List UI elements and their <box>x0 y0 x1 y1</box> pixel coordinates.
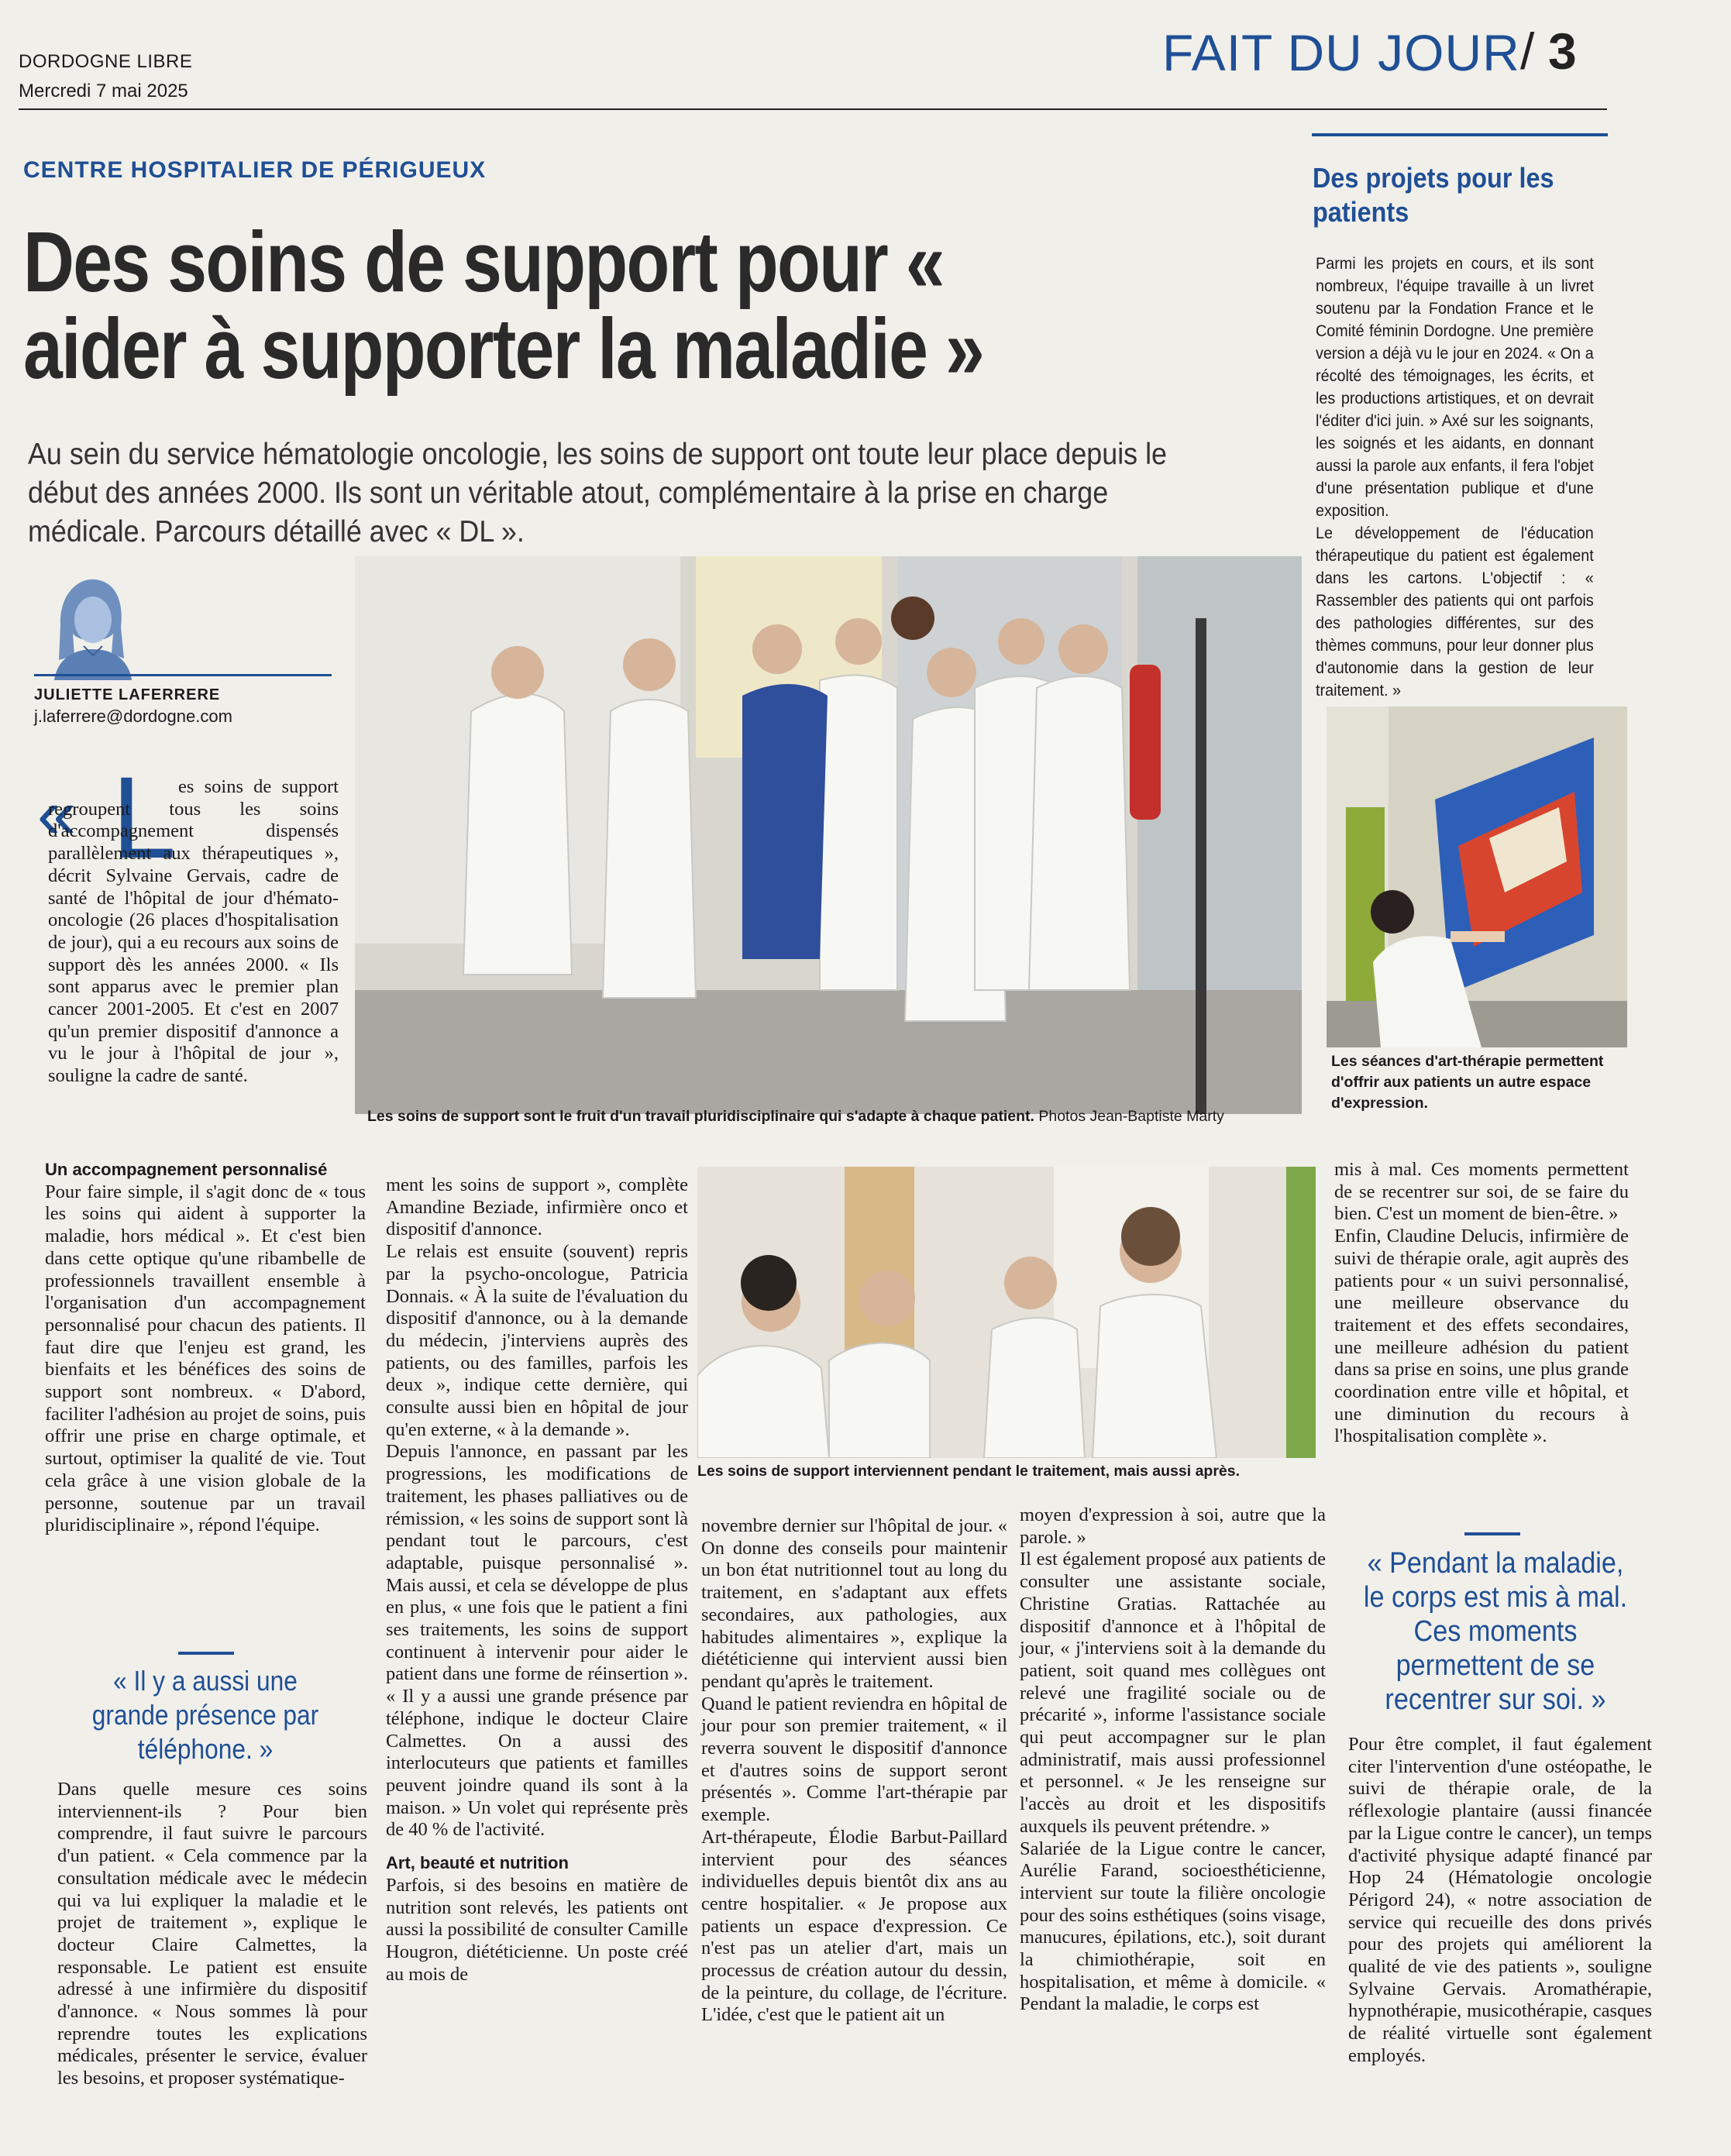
paragraph: Art-thérapeute, Élodie Barbut-Paillard intervient pour des séances individuelles depuis bientôt dix ans au centre hospitalier. « Je propose aux patients un espace d'expression. Ce n'est pas un atelier d'art, mais un processus de création autour du dessin, de la peinture, du collage, de l'écriture. L'idée, c'est que le patient ait un <box>701 1826 1007 2026</box>
author-email: j.laferrere@dordogne.com <box>34 707 232 726</box>
subhead-art-beaute: Art, beauté et nutrition <box>386 1853 569 1873</box>
pullquote-divider <box>1464 1532 1520 1535</box>
paragraph: Parfois, si des besoins en matière de nutrition sont relevés, les patients ont aussi la possibilité de consulter Camille Hougron, diététicienne. Un poste créé au mois de <box>386 1874 688 1985</box>
team-photo-secondary <box>697 1167 1316 1458</box>
column-3 <box>701 1515 1007 2027</box>
pullquote-telephone: « Il y a aussi une grande présence par téléphone. » <box>91 1665 319 1765</box>
paragraph: mis à mal. Ces moments permettent de se recentrer sur soi, de se faire du bien. C'est un moment de bien-être. » <box>1334 1159 1629 1225</box>
column-4 <box>1020 1504 1326 2016</box>
dropcap-letter: L <box>112 752 177 882</box>
column-1-body <box>45 1159 366 1537</box>
author-name: JULIETTE LAFERRERE <box>34 686 221 703</box>
author-portrait <box>46 572 138 680</box>
paragraph: Quand le patient reviendra en hôpital de jour pour son premier traitement, « il reverra souvent le dispositif d'annonce et d'autres soins de support seront présentés ». Comme l'art-thérapie par exemple. <box>701 1693 1007 1826</box>
paragraph: novembre dernier sur l'hôpital de jour. « On donne des conseils pour maintenir un bon état nutritionnel tout au long du traitement, en s'adaptant aux effets secondaires, aux pathologies, aux habitudes alimentaires », explique la diététicienne qui intervient aussi bien pendant qu'après le traitement. <box>701 1515 1007 1692</box>
paragraph: Pour faire simple, il s'agit donc de « tous les soins qui aident à supporter la maladie, hors médical ». Et c'est bien dans cette optique qu'une ribambelle de professionnels travaillent ensemble à l'organisation d'un accompagnement personnalisé pour chacun des patients. Il faut dire que l'enjeu est grand, les bienfaits et les bénéfices des soins de support sont nombreux. « D'abord, faciliter l'adhésion au projet de soins, puis offrir une prise en charge optimale, et surtout, optimiser la qualité de vie. Tout cela grâce à une vision globale de la personne, soutenue par un travail pluridisciplinaire », répond l'équipe. <box>45 1181 366 1536</box>
paragraph: Dans quelle mesure ces soins interviennent-ils ? Pour bien comprendre, il faut suivre le parcours d'un patient. « Cela commence par la consultation médicale avec le médecin qui va lui expliquer la maladie et le projet de traitement », explique le docteur Claire Calmettes, la responsable. Le patient est ensuite adressé à une infirmière du dispositif d'annonce. « Nous sommes là pour reprendre toutes les explications médicales, présenter le service, évaluer les besoins, et proposer systématique- <box>57 1779 367 2089</box>
caption-main-photo <box>367 1106 1313 1127</box>
intro-paragraph: es soins de support regroupent tous les soins d'accompagnement dispensés parallèlement aux thérapeutiques », décrit Sylvaine Gervais, cadre de santé de l'hôpital de jour d'hémato-oncologie (26 places d'hospitalisation de jour), qui a eu recours aux soins de support dès les années 2000. « Ils sont apparus avec le premier plan cancer 2001-2005. Et c'est en 2007 qu'un premier dispositif d'annonce a vu le jour à l'hôpital de jour », souligne la cadre de santé. <box>48 776 339 1087</box>
column-1-continued <box>57 1779 367 2090</box>
paragraph: moyen d'expression à soi, autre que la parole. » <box>1020 1504 1326 1548</box>
section-title: FAIT DU JOUR <box>1162 24 1520 81</box>
paragraph: ment les soins de support », complète Amandine Beziade, infirmière onco et dispositif d'annonce. <box>386 1174 688 1240</box>
caption-text: Les soins de support sont le fruit d'un travail pluridisciplinaire qui s'adapte à chaque patient. <box>367 1108 1034 1125</box>
column-2 <box>386 1174 688 1986</box>
paragraph: Il est également proposé aux patients de consulter une assistante sociale, Christine Gratias. Rattachée au dispositif d'annonce et à l'hôpital de jour, « j'interviens soit à la demande du patient, soit quand mes collègues ont relevé une fragilité sociale ou de précarité », informe l'assistance sociale qui peut accompagner sur le plan administratif, mais aussi professionnel et personnel. « Je les renseigne sur l'accès au droit et les dispositifs auxquels ils peuvent prétendre. » <box>1020 1549 1326 1837</box>
paragraph: Salariée de la Ligue contre le cancer, Aurélie Farand, socioesthéticienne, intervient sur toute la filière oncologie pour des soins esthétiques (soins visage, manucures, épilations, etc.), soit durant la chimiothérapie, soit en hospitalisation, et même à domicile. « Pendant la maladie, le corps est <box>1020 1838 1326 2015</box>
pullquote-divider <box>178 1652 234 1655</box>
paragraph: Enfin, Claudine Delucis, infirmière de suivi de thérapie orale, agit auprès des patients pour « un suivi personnalisé, une meilleure observance du traitement et des effets secondaires, une meilleure adhésion du patient dans sa prise en soins, une plus grande coordination entre ville et hôpital, et une diminution du recours à l'hospitalisation complète ». <box>1334 1226 1629 1447</box>
author-divider <box>34 674 332 676</box>
sidebar-paragraph: Parmi les projets en cours, et ils sont nombreux, l'équipe travaille à un livret soutenu par la Fondation France et le Comité féminin Dordogne. Une première version a déjà vu le jour en 2024. « On a récolté des témoignages, les écrits, et les productions artistiques, et on devrait l'éditer d'ici juin. » Axé sur les soignants, les soignés et les aidants, en donnant aussi la parole aux enfants, il fera l'objet d'une présentation publique et d'une exposition. <box>1316 254 1594 520</box>
sidebar-title: Des projets pour les patients <box>1313 162 1554 228</box>
sidebar-divider <box>1312 133 1608 136</box>
header-divider <box>19 108 1607 110</box>
caption-secondary-photo: Les soins de support interviennent pendant le traitement, mais aussi après. <box>697 1463 1241 1480</box>
caption-art-therapy: Les séances d'art-thérapie permettent d'offrir aux patients un autre espace d'expression. <box>1331 1053 1604 1112</box>
team-photo-main <box>355 556 1302 1114</box>
publication-date: Mercredi 7 mai 2025 <box>19 81 188 101</box>
article-headline: Des soins de support pour « aider à supporter la maladie » <box>23 215 984 397</box>
subhead-accompagnement: Un accompagnement personnalisé <box>45 1160 328 1179</box>
pullquote-corps: « Pendant la maladie, le corps est mis à mal. Ces moments permettent de se recentrer sur soi. » <box>1363 1547 1628 1716</box>
article-lead: Au sein du service hématologie oncologie, les soins de support ont toute leur place depuis le début des années 2000. Ils sont un véritable atout, complémentaire à la prise en charge médicale. Parcours détaillé avec « DL ». <box>28 438 1168 548</box>
art-therapy-photo <box>1327 707 1627 1047</box>
paragraph: Pour être complet, il faut également citer l'intervention d'une ostéopathe, le suivi de thérapie orale, de la réflexologie plantaire (aussi financée par la Ligue contre le cancer), un temps d'activité physique adapté financé par Hop 24 (Hématologie oncologie Périgord 24), « notre association de service qui recueille des dons privés pour des projets qui améliorent la qualité de vie des patients », souligne Sylvaine Gervais. Aromathérapie, hypnothérapie, musicothérapie, casques de réalité virtuelle sont également employés. <box>1348 1734 1652 2066</box>
paragraph: Le relais est ensuite (souvent) repris par la psycho-oncologue, Patricia Donnais. « À la suite de l'évaluation du dispositif d'annonce, ou à la demande du médecin, j'interviens auprès des patients, ou des familles, parfois les deux », indique cette dernière, qui consulte aussi bien en hôpital de jour qu'en externe, « à la demande ». <box>386 1241 688 1440</box>
article-kicker: CENTRE HOSPITALIER DE PÉRIGUEUX <box>23 157 487 183</box>
publication-name: DORDOGNE LIBRE <box>19 51 193 72</box>
page-number: 3 <box>1548 22 1577 80</box>
column-5-top <box>1334 1159 1629 1448</box>
column-1-intro <box>48 776 339 1088</box>
page-slash: / <box>1520 22 1535 80</box>
paragraph: Depuis l'annonce, en passant par les progressions, les modifications de traitement, les phases palliatives ou de rémission, « les soins de support sont là pendant tout le parcours, c'est adaptable, puisque personnalisé ». Mais aussi, et cela se développe de plus en plus, « une fois que le patient a fini ses traitements, les soins de support continuent à intervenir pour aider le patient dans une forme de réinsertion ». « Il y a aussi une grande présence par téléphone, indique le docteur Claire Calmettes. On a aussi des interlocuteurs que patients et familles peuvent joindre quand ils sont à la maison. » Un volet qui représente près de 40 % de l'activité. <box>386 1441 688 1841</box>
column-5-bottom <box>1348 1734 1652 2068</box>
dropcap-quote: « <box>37 775 77 853</box>
sidebar-body <box>1316 253 1594 702</box>
photo-credit: Photos Jean-Baptiste Marty <box>1038 1108 1224 1125</box>
sidebar-paragraph: Le développement de l'éducation thérapeutique du patient est également dans les cartons. L'objectif : « Rassembler des patients qui ont parfois des pathologies différentes, sur des thèmes communs, pour leur donner plus d'autonomie dans la gestion de leur traitement. » <box>1316 524 1594 700</box>
